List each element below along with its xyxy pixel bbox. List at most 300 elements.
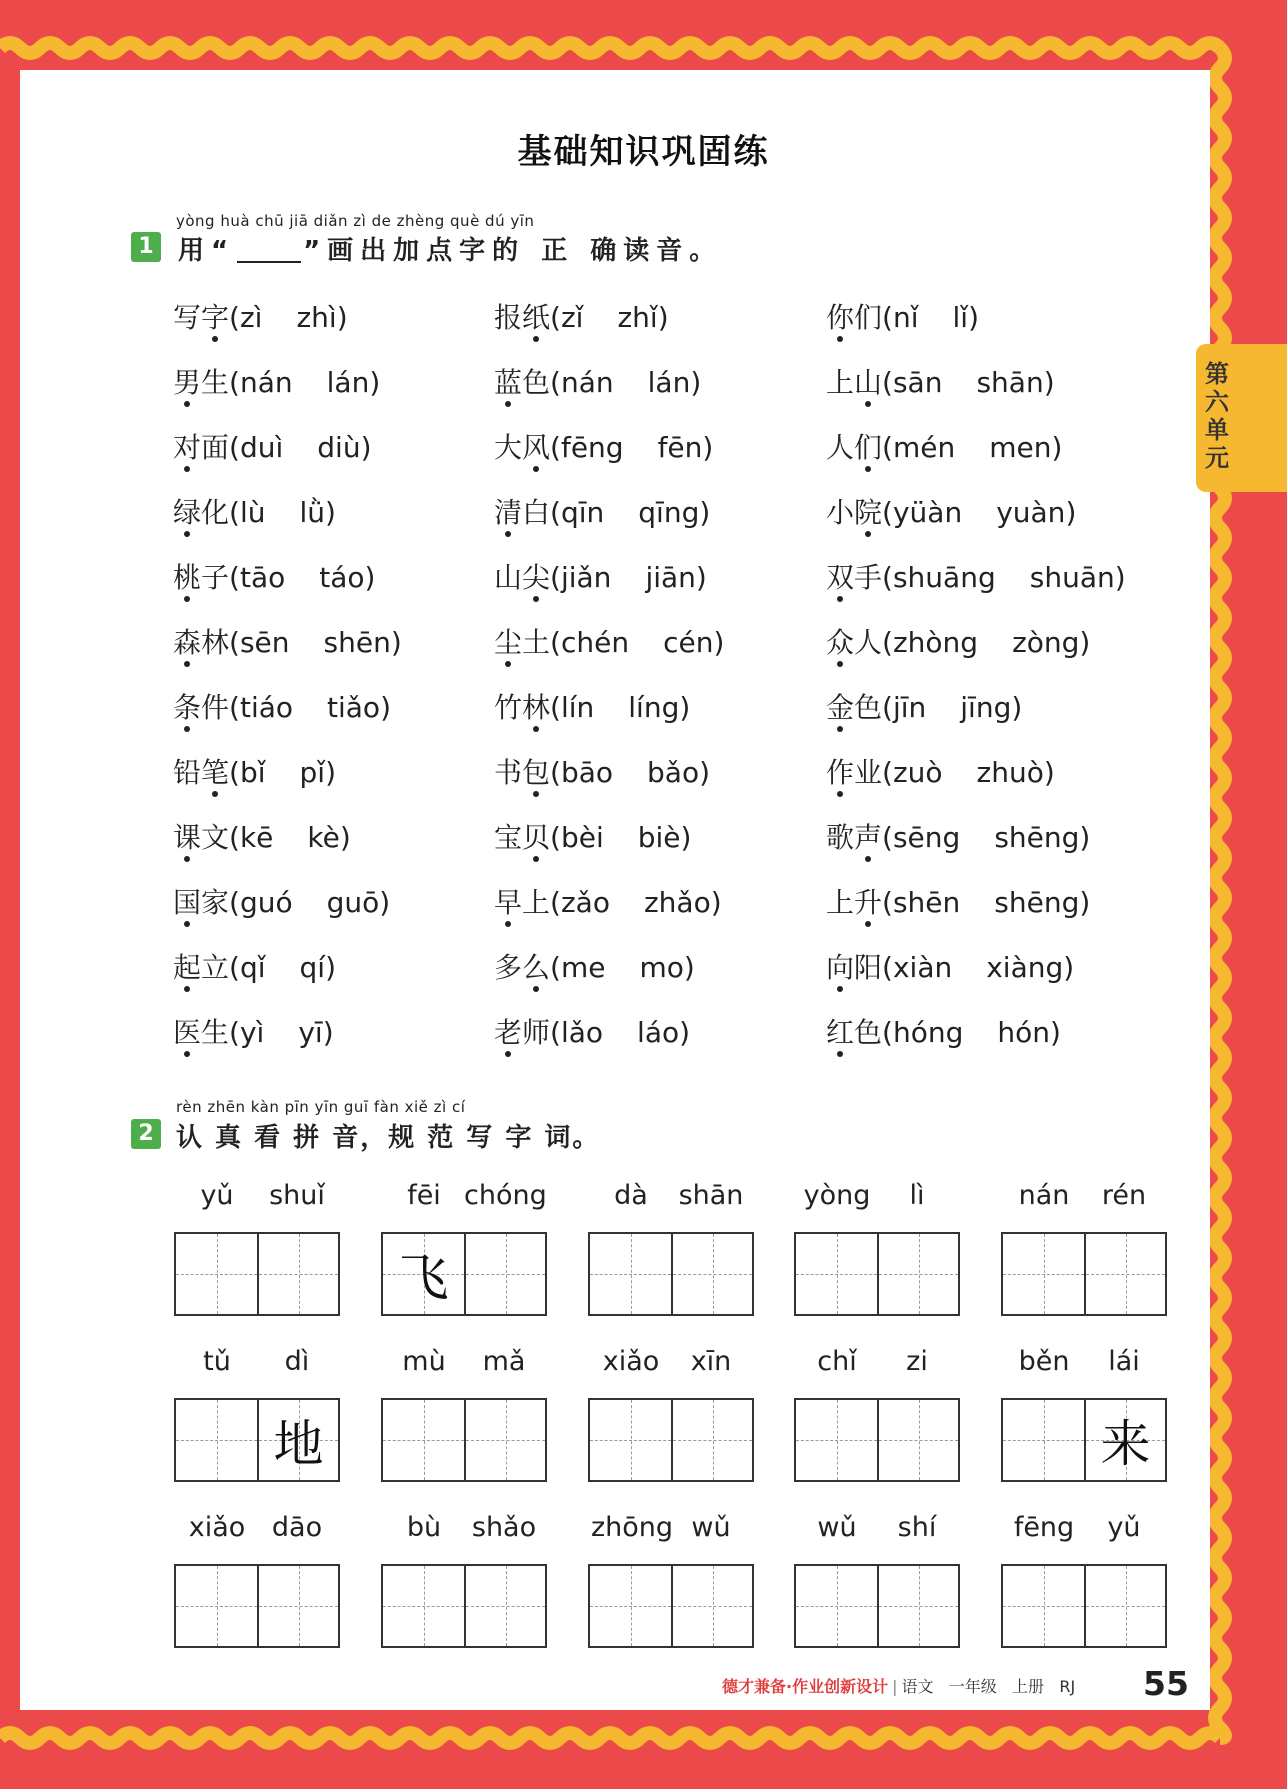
pinyin-option-1[interactable]: kē [239, 821, 274, 854]
syllable-1: xiǎo [602, 1346, 660, 1377]
pinyin-option-2[interactable]: biè [637, 821, 681, 854]
word-char: 绿 [173, 496, 202, 529]
pronunciation-item: 对面(duì diù) [173, 431, 372, 464]
word-char: 立 [201, 951, 230, 984]
word-char: 你 [826, 301, 855, 334]
pronunciation-item: 双手(shuāng shuān) [826, 561, 1126, 594]
pinyin-option-2[interactable]: yuàn [996, 496, 1066, 529]
syllable-1: wǔ [817, 1512, 857, 1543]
word-char: 对 [173, 431, 202, 464]
word-char: 国 [173, 886, 202, 919]
tian-cell[interactable] [383, 1234, 464, 1314]
syllable-1: yòng [803, 1180, 871, 1211]
hint-character [1086, 1234, 1165, 1314]
syllable-1: tǔ [203, 1346, 231, 1377]
pinyin-option-1[interactable]: shēn [892, 886, 961, 919]
pronunciation-item: 条件(tiáo tiǎo) [173, 691, 391, 724]
word-char: 风 [522, 431, 551, 464]
pinyin-option-1[interactable]: jīn [892, 691, 927, 724]
word-char: 早 [494, 886, 523, 919]
word-char: 上 [826, 366, 855, 399]
hint-character: 飞 [398, 1249, 449, 1307]
pinyin-option-1[interactable]: nán [239, 366, 293, 399]
pinyin-option-1[interactable]: sēng [892, 821, 961, 854]
pinyin-option-2[interactable]: zhì [296, 301, 337, 334]
pinyin-option-2[interactable]: guō [326, 886, 380, 919]
syllable-1: yǔ [200, 1180, 234, 1211]
pinyin-option-2[interactable]: bǎo [647, 756, 700, 789]
word-char: 红 [826, 1016, 855, 1049]
pinyin-option-2[interactable]: zòng [1012, 626, 1080, 659]
word-char: 手 [854, 561, 883, 594]
writing-box[interactable] [381, 1398, 547, 1482]
word-char: 森 [173, 626, 202, 659]
pinyin-option-2[interactable]: jīng [960, 691, 1012, 724]
pronunciation-item: 医生(yì yī) [173, 1016, 334, 1049]
word-char: 尖 [522, 561, 551, 594]
pinyin-option-1[interactable]: nǐ [892, 301, 919, 334]
pinyin-option-2[interactable]: pǐ [299, 756, 326, 789]
syllable-1: bù [406, 1512, 442, 1543]
word-char: 院 [854, 496, 883, 529]
pinyin-option-2[interactable]: cén [663, 626, 714, 659]
word-char: 双 [826, 561, 855, 594]
pronunciation-item: 清白(qīn qīng) [494, 496, 711, 529]
writing-box[interactable] [1001, 1232, 1167, 1316]
pinyin-option-2[interactable]: xiàng [986, 951, 1064, 984]
pinyin-option-1[interactable]: zǐ [560, 301, 584, 334]
word-char: 铅 [173, 756, 202, 789]
question-2-pinyin: rèn zhēn kàn pīn yīn guī fàn xiě zì cí [176, 1098, 466, 1116]
pinyin-option-1[interactable]: sēn [239, 626, 290, 659]
pinyin-option-1[interactable]: tāo [239, 561, 286, 594]
word-char: 色 [854, 1016, 883, 1049]
pronunciation-item: 起立(qǐ qí) [173, 951, 337, 984]
word-char: 书 [494, 756, 523, 789]
syllable-1: xiǎo [188, 1512, 246, 1543]
word-char: 林 [201, 626, 230, 659]
word-pinyin [588, 1512, 754, 1543]
pinyin-option-2[interactable]: shān [976, 366, 1044, 399]
hint-character [590, 1566, 671, 1646]
pronunciation-item: 红色(hóng hón) [826, 1016, 1061, 1049]
word-pinyin [174, 1512, 340, 1543]
word-pinyin [588, 1346, 754, 1377]
hint-character [466, 1234, 545, 1314]
pinyin-option-2[interactable]: mo [639, 951, 684, 984]
pinyin-option-1[interactable]: qǐ [239, 951, 266, 984]
pronunciation-item: 多么(me mo) [494, 951, 695, 984]
writing-box[interactable] [174, 1564, 340, 1648]
hint-character [383, 1566, 464, 1646]
pronunciation-item: 国家(guó guō) [173, 886, 391, 919]
pronunciation-item: 金色(jīn jīng) [826, 691, 1023, 724]
word-char: 男 [173, 366, 202, 399]
word-char: 生 [201, 366, 230, 399]
word-char: 阳 [854, 951, 883, 984]
pronunciation-item: 向阳(xiàn xiàng) [826, 951, 1075, 984]
word-char: 么 [522, 951, 551, 984]
pinyin-option-1[interactable]: chén [560, 626, 630, 659]
word-char: 贝 [522, 821, 551, 854]
instruction-part-1: 用“ [178, 236, 236, 266]
writing-box[interactable] [794, 1564, 960, 1648]
pinyin-option-1[interactable]: zǎo [560, 886, 610, 919]
word-char: 声 [854, 821, 883, 854]
hint-character [673, 1234, 752, 1314]
pronunciation-item: 小院(yüàn yuàn) [826, 496, 1077, 529]
word-pinyin [174, 1346, 340, 1377]
word-char: 化 [201, 496, 230, 529]
pinyin-option-2[interactable]: lán [326, 366, 370, 399]
tian-cell[interactable] [590, 1566, 671, 1646]
word-pinyin [381, 1346, 547, 1377]
pronunciation-item: 绿化(lù lǜ) [173, 496, 336, 529]
pinyin-option-2[interactable]: diù [317, 431, 361, 464]
pinyin-option-1[interactable]: lǎo [560, 1016, 604, 1049]
word-char: 小 [826, 496, 855, 529]
footer-brand: 德才兼备·作业创新设计 [722, 1677, 889, 1696]
footer-subject: 语文 [901, 1677, 934, 1696]
footer: 德才兼备·作业创新设计 | 语文 一年级 上册 RJ [722, 1677, 1076, 1696]
pronunciation-item: 铅笔(bǐ pǐ) [173, 756, 337, 789]
tian-cell[interactable] [1003, 1234, 1084, 1314]
unit-tab-label: 第六单元 [1205, 360, 1229, 472]
hint-character [383, 1400, 464, 1480]
word-char: 众 [826, 626, 855, 659]
hint-character [466, 1566, 545, 1646]
writing-box[interactable] [588, 1564, 754, 1648]
word-pinyin [381, 1180, 547, 1211]
pinyin-option-1[interactable]: yì [239, 1016, 265, 1049]
pinyin-option-1[interactable]: guó [239, 886, 293, 919]
tian-cell[interactable] [257, 1400, 338, 1480]
syllable-1: zhōng [591, 1512, 674, 1543]
writing-box[interactable] [381, 1232, 547, 1316]
word-pinyin [1001, 1512, 1167, 1543]
word-char: 升 [854, 886, 883, 919]
tian-cell[interactable] [877, 1400, 958, 1480]
tian-cell[interactable] [1003, 1566, 1084, 1646]
hint-character: 来 [1100, 1415, 1151, 1473]
syllable-2: dì [284, 1346, 310, 1377]
word-char: 医 [173, 1016, 202, 1049]
word-char: 尘 [494, 626, 523, 659]
word-char: 条 [173, 691, 202, 724]
word-char: 面 [201, 431, 230, 464]
pinyin-option-2[interactable]: shēng [994, 886, 1080, 919]
syllable-2: rén [1101, 1180, 1147, 1211]
tian-cell[interactable] [383, 1400, 464, 1480]
word-pinyin [794, 1512, 960, 1543]
tian-cell[interactable] [1084, 1234, 1165, 1314]
tian-cell[interactable] [671, 1566, 752, 1646]
pronunciation-item: 早上(zǎo zhǎo) [494, 886, 722, 919]
syllable-2: shuǐ [269, 1180, 325, 1211]
writing-box[interactable] [588, 1232, 754, 1316]
pronunciation-item: 老师(lǎo láo) [494, 1016, 691, 1049]
hint-character [879, 1400, 958, 1480]
pronunciation-item: 男生(nán lán) [173, 366, 381, 399]
word-char: 色 [522, 366, 551, 399]
tian-cell[interactable] [671, 1234, 752, 1314]
word-char: 子 [201, 561, 230, 594]
pinyin-option-2[interactable]: táo [319, 561, 365, 594]
word-char: 写 [173, 301, 202, 334]
tian-cell[interactable] [176, 1566, 257, 1646]
word-char: 老 [494, 1016, 523, 1049]
pinyin-option-1[interactable]: me [560, 951, 606, 984]
tian-cell[interactable] [176, 1234, 257, 1314]
tian-cell[interactable] [464, 1234, 545, 1314]
hint-character [879, 1234, 958, 1314]
word-char: 蓝 [494, 366, 523, 399]
word-pinyin [381, 1512, 547, 1543]
underline-sample [237, 241, 301, 263]
hint-character [879, 1566, 958, 1646]
pinyin-option-2[interactable]: lǐ [952, 301, 969, 334]
hint-character [176, 1400, 257, 1480]
pinyin-option-2[interactable]: shēng [994, 821, 1080, 854]
word-char: 人 [854, 626, 883, 659]
tian-cell[interactable] [383, 1566, 464, 1646]
syllable-2: mǎ [482, 1346, 526, 1377]
hint-character [796, 1400, 877, 1480]
tian-cell[interactable] [796, 1566, 877, 1646]
pronunciation-item: 竹林(lín líng) [494, 691, 691, 724]
word-char: 件 [201, 691, 230, 724]
syllable-2: shǎo [471, 1512, 537, 1543]
pinyin-option-2[interactable]: tiǎo [327, 691, 381, 724]
syllable-1: chǐ [817, 1346, 857, 1377]
pronunciation-item: 报纸(zǐ zhǐ) [494, 301, 669, 334]
syllable-2: lì [909, 1180, 925, 1211]
pinyin-option-1[interactable]: duì [239, 431, 284, 464]
pinyin-option-1[interactable]: qīn [560, 496, 605, 529]
writing-box[interactable] [381, 1564, 547, 1648]
pinyin-option-1[interactable]: lù [239, 496, 266, 529]
word-char: 山 [854, 366, 883, 399]
pronunciation-item: 写字(zì zhì) [173, 301, 348, 334]
hint-character [673, 1400, 752, 1480]
pronunciation-item: 山尖(jiǎn jiān) [494, 561, 707, 594]
pinyin-option-1[interactable]: zhòng [892, 626, 979, 659]
word-char: 们 [854, 301, 883, 334]
syllable-2: yǔ [1107, 1512, 1141, 1543]
pronunciation-item: 宝贝(bèi biè) [494, 821, 692, 854]
word-char: 歌 [826, 821, 855, 854]
pronunciation-item: 尘土(chén cén) [494, 626, 725, 659]
word-char: 宝 [494, 821, 523, 854]
pinyin-option-2[interactable]: men [989, 431, 1052, 464]
syllable-1: fēng [1013, 1512, 1075, 1543]
pinyin-option-2[interactable]: zhuò [976, 756, 1044, 789]
word-char: 向 [826, 951, 855, 984]
syllable-2: chóng [464, 1180, 547, 1211]
tian-cell[interactable] [1084, 1566, 1165, 1646]
hint-character [1003, 1566, 1084, 1646]
writing-box[interactable] [1001, 1564, 1167, 1648]
syllable-2: shí [897, 1512, 937, 1543]
pinyin-option-1[interactable]: jiǎn [560, 561, 612, 594]
tian-cell[interactable] [796, 1234, 877, 1314]
hint-character [590, 1234, 671, 1314]
hint-character [1086, 1566, 1165, 1646]
pinyin-option-1[interactable]: sān [892, 366, 943, 399]
pinyin-option-2[interactable]: qí [299, 951, 326, 984]
word-char: 白 [522, 496, 551, 529]
tian-cell[interactable] [257, 1234, 338, 1314]
word-char: 业 [854, 756, 883, 789]
word-char: 色 [854, 691, 883, 724]
tian-cell[interactable] [877, 1234, 958, 1314]
tian-cell[interactable] [1084, 1400, 1165, 1480]
question-2-number: 2 [131, 1119, 161, 1149]
pinyin-option-1[interactable]: xiàn [892, 951, 953, 984]
word-pinyin [794, 1180, 960, 1211]
footer-edition: RJ [1059, 1677, 1076, 1696]
hint-character [673, 1566, 752, 1646]
question-2-instruction: 认 真 看 拼 音，规 范 写 字 词。 [176, 1123, 601, 1153]
word-pinyin [1001, 1346, 1167, 1377]
word-pinyin [588, 1180, 754, 1211]
pinyin-option-2[interactable]: yī [298, 1016, 323, 1049]
word-char: 竹 [494, 691, 523, 724]
pronunciation-item: 大风(fēng fēn) [494, 431, 714, 464]
pinyin-option-2[interactable]: lǜ [299, 496, 326, 529]
pronunciation-item: 桃子(tāo táo) [173, 561, 376, 594]
word-char: 纸 [522, 301, 551, 334]
pronunciation-item: 课文(kē kè) [173, 821, 351, 854]
word-char: 作 [826, 756, 855, 789]
pinyin-option-2[interactable]: kè [307, 821, 340, 854]
pinyin-option-1[interactable]: bèi [560, 821, 604, 854]
word-char: 清 [494, 496, 523, 529]
pronunciation-item: 书包(bāo bǎo) [494, 756, 711, 789]
pronunciation-item: 森林(sēn shēn) [173, 626, 402, 659]
pinyin-option-1[interactable]: fēng [560, 431, 624, 464]
word-char: 家 [201, 886, 230, 919]
word-pinyin [174, 1180, 340, 1211]
instruction-part-2: ”画出加点字的 正 确读音。 [303, 236, 723, 266]
footer-volume: 上册 [1012, 1677, 1045, 1696]
pinyin-option-2[interactable]: láo [637, 1016, 680, 1049]
word-char: 桃 [173, 561, 202, 594]
syllable-2: shān [678, 1180, 744, 1211]
word-char: 师 [522, 1016, 551, 1049]
word-char: 们 [854, 431, 883, 464]
hint-character [466, 1400, 545, 1480]
pinyin-option-2[interactable]: zhǐ [617, 301, 658, 334]
syllable-2: lái [1108, 1346, 1140, 1377]
hint-character [796, 1234, 877, 1314]
word-char: 课 [173, 821, 202, 854]
pinyin-option-1[interactable]: yüàn [892, 496, 963, 529]
syllable-2: zi [906, 1346, 928, 1377]
syllable-1: dà [614, 1180, 648, 1211]
syllable-1: běn [1018, 1346, 1070, 1377]
word-char: 起 [173, 951, 202, 984]
pinyin-option-2[interactable]: fēn [657, 431, 703, 464]
hint-character [590, 1400, 671, 1480]
pinyin-option-1[interactable]: hóng [892, 1016, 964, 1049]
pinyin-option-1[interactable]: lín [560, 691, 595, 724]
tian-cell[interactable] [257, 1566, 338, 1646]
pinyin-option-2[interactable]: shēn [323, 626, 391, 659]
pronunciation-item: 众人(zhòng zòng) [826, 626, 1091, 659]
word-pinyin [794, 1346, 960, 1377]
syllable-1: fēi [407, 1180, 441, 1211]
word-char: 大 [494, 431, 523, 464]
tian-cell[interactable] [590, 1234, 671, 1314]
word-char: 笔 [201, 756, 230, 789]
writing-box[interactable] [794, 1398, 960, 1482]
writing-box[interactable] [174, 1398, 340, 1482]
tian-cell[interactable] [176, 1400, 257, 1480]
tian-cell[interactable] [590, 1400, 671, 1480]
hint-character [1003, 1400, 1084, 1480]
pinyin-option-1[interactable]: bāo [560, 756, 614, 789]
pinyin-option-2[interactable]: zhǎo [643, 886, 711, 919]
pronunciation-item: 作业(zuò zhuò) [826, 756, 1055, 789]
writing-box[interactable] [794, 1232, 960, 1316]
syllable-2: dāo [271, 1512, 323, 1543]
word-char: 字 [201, 301, 230, 334]
word-char: 多 [494, 951, 523, 984]
hint-character: 地 [273, 1415, 324, 1473]
hint-character [796, 1566, 877, 1646]
pinyin-option-1[interactable]: mén [892, 431, 956, 464]
tian-cell[interactable] [464, 1566, 545, 1646]
pinyin-option-1[interactable]: nán [560, 366, 614, 399]
pinyin-option-2[interactable]: qīng [638, 496, 700, 529]
tian-cell[interactable] [1003, 1400, 1084, 1480]
pinyin-option-1[interactable]: shuāng [892, 561, 996, 594]
word-char: 上 [826, 886, 855, 919]
word-char: 上 [522, 886, 551, 919]
syllable-1: mù [402, 1346, 446, 1377]
writing-box[interactable] [174, 1232, 340, 1316]
question-1-pinyin: yòng huà chū jiā diǎn zì de zhèng què dú yīn [176, 212, 535, 230]
question-1-instruction [178, 230, 722, 267]
pinyin-option-1[interactable]: tiáo [239, 691, 294, 724]
word-char: 山 [494, 561, 523, 594]
tian-cell[interactable] [464, 1400, 545, 1480]
pinyin-option-2[interactable]: líng [628, 691, 680, 724]
hint-character [176, 1234, 257, 1314]
pinyin-option-2[interactable]: lán [647, 366, 691, 399]
pinyin-option-1[interactable]: zuò [892, 756, 943, 789]
writing-box[interactable] [1001, 1398, 1167, 1482]
hint-character [259, 1234, 338, 1314]
word-char: 包 [522, 756, 551, 789]
tian-cell[interactable] [877, 1566, 958, 1646]
pinyin-option-1[interactable]: zì [239, 301, 263, 334]
pinyin-option-2[interactable]: jiān [645, 561, 696, 594]
pinyin-option-2[interactable]: hón [997, 1016, 1050, 1049]
word-char: 林 [522, 691, 551, 724]
hint-character [1003, 1234, 1084, 1314]
pinyin-option-1[interactable]: bǐ [239, 756, 266, 789]
pronunciation-item: 歌声(sēng shēng) [826, 821, 1091, 854]
pronunciation-item: 上升(shēn shēng) [826, 886, 1091, 919]
tian-cell[interactable] [671, 1400, 752, 1480]
writing-box[interactable] [588, 1398, 754, 1482]
pronunciation-item: 上山(sān shān) [826, 366, 1055, 399]
tian-cell[interactable] [796, 1400, 877, 1480]
pronunciation-item: 人们(mén men) [826, 431, 1063, 464]
pinyin-option-2[interactable]: shuān [1029, 561, 1115, 594]
